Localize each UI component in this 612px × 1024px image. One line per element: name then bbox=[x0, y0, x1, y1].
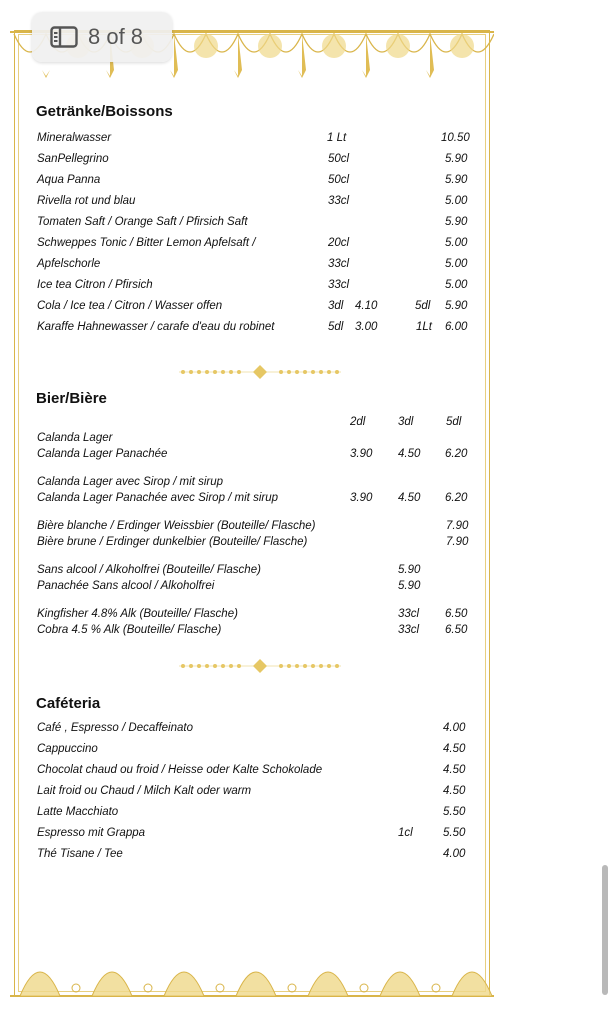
item-name: Thé Tisane / Tee bbox=[37, 848, 123, 860]
item-name: Schweppes Tonic / Bitter Lemon Apfelsaft / bbox=[37, 237, 256, 249]
item-size: 1cl bbox=[398, 827, 413, 839]
item-name: Karaffe Hahnewasser / carafe d'eau du robinet bbox=[37, 321, 275, 333]
column-header: 2dl bbox=[350, 416, 366, 428]
item-price: 5.00 bbox=[445, 195, 468, 207]
item-price: 4.50 bbox=[443, 785, 466, 797]
vertical-scrollbar[interactable] bbox=[602, 865, 608, 995]
item-name: Chocolat chaud ou froid / Heisse oder Kalte Schokolade bbox=[37, 764, 323, 776]
item-price: 3.00 bbox=[355, 321, 378, 333]
item-name: Kingfisher 4.8% Alk (Bouteille/ Flasche) bbox=[37, 608, 238, 620]
item-price: 6.50 bbox=[445, 608, 468, 620]
list-item bbox=[37, 607, 468, 621]
item-size: 20cl bbox=[328, 237, 350, 249]
item-size: 50cl bbox=[328, 174, 350, 186]
item-price: 5.90 bbox=[398, 580, 421, 592]
column-header: 5dl bbox=[446, 416, 462, 428]
item-price: 5.00 bbox=[445, 237, 468, 249]
item-price: 5.00 bbox=[445, 279, 468, 291]
item-name: Calanda Lager Panachée bbox=[37, 448, 168, 460]
item-name: Cappuccino bbox=[37, 743, 98, 755]
item-price: 3.90 bbox=[350, 448, 373, 460]
item-name: Mineralwasser bbox=[37, 132, 112, 144]
item-name: Calanda Lager Panachée avec Sirop / mit sirup bbox=[37, 492, 279, 504]
list-item bbox=[37, 563, 421, 577]
item-name: Café , Espresso / Decaffeinato bbox=[37, 722, 193, 734]
item-name: Latte Macchiato bbox=[37, 806, 119, 818]
list-item bbox=[37, 194, 468, 208]
item-size: 5dl bbox=[415, 300, 431, 312]
item-price: 4.00 bbox=[443, 848, 466, 860]
list-item bbox=[37, 519, 469, 533]
item-price: 5.00 bbox=[445, 258, 468, 270]
item-name: Calanda Lager avec Sirop / mit sirup bbox=[37, 476, 224, 488]
list-item bbox=[37, 826, 466, 840]
list-item bbox=[37, 236, 468, 250]
list-item bbox=[37, 742, 466, 756]
section-title-beer: Bier/Bière bbox=[36, 390, 107, 407]
section-title-drinks: Getränke/Boissons bbox=[36, 103, 173, 120]
list-item bbox=[37, 131, 470, 145]
page-count-label: 8 of 8 bbox=[88, 24, 144, 49]
item-price: 4.00 bbox=[443, 722, 466, 734]
item-name: Bière brune / Erdinger dunkelbier (Bouteille/ Flasche) bbox=[37, 536, 308, 548]
list-item bbox=[37, 721, 466, 735]
item-price: 4.50 bbox=[443, 764, 466, 776]
item-price: 7.90 bbox=[446, 536, 469, 548]
list-item bbox=[37, 475, 223, 489]
list-item bbox=[37, 447, 468, 461]
item-price: 5.90 bbox=[398, 564, 421, 576]
item-name: Bière blanche / Erdinger Weissbier (Bouteille/ Flasche) bbox=[37, 520, 316, 532]
item-price: 5.90 bbox=[445, 153, 468, 165]
item-price: 4.50 bbox=[398, 492, 421, 504]
list-item bbox=[37, 579, 421, 593]
item-size: 33cl bbox=[328, 195, 350, 207]
item-price: 6.20 bbox=[445, 492, 468, 504]
item-price: 5.50 bbox=[443, 806, 466, 818]
item-size: 1 Lt bbox=[327, 132, 347, 144]
list-item bbox=[37, 173, 468, 187]
item-price: 5.90 bbox=[445, 216, 468, 228]
list-item bbox=[37, 535, 469, 549]
section-title-cafe: Caféteria bbox=[36, 695, 101, 712]
item-name: Panachée Sans alcool / Alkoholfrei bbox=[37, 580, 215, 592]
list-item bbox=[37, 805, 466, 819]
item-size: 33cl bbox=[398, 608, 420, 620]
sidebar-icon bbox=[50, 26, 78, 48]
item-name: Tomaten Saft / Orange Saft / Pfirsich Saft bbox=[37, 216, 248, 228]
list-item bbox=[37, 257, 468, 271]
item-name: SanPellegrino bbox=[37, 153, 109, 165]
item-name: Calanda Lager bbox=[37, 432, 113, 444]
bottom-ornament bbox=[10, 940, 494, 1000]
list-item bbox=[37, 278, 468, 292]
ornament-divider bbox=[175, 365, 345, 379]
item-name: Aqua Panna bbox=[37, 174, 101, 186]
list-item bbox=[37, 491, 468, 505]
item-name: Espresso mit Grappa bbox=[37, 827, 146, 839]
item-price: 4.50 bbox=[398, 448, 421, 460]
item-price: 6.50 bbox=[445, 624, 468, 636]
list-item bbox=[37, 784, 466, 798]
item-price: 6.20 bbox=[445, 448, 468, 460]
item-size: 1Lt bbox=[416, 321, 432, 333]
list-item bbox=[37, 623, 468, 637]
item-price: 5.90 bbox=[445, 174, 468, 186]
list-item bbox=[37, 299, 468, 313]
item-size: 50cl bbox=[328, 153, 350, 165]
page-indicator[interactable] bbox=[32, 12, 172, 62]
item-price: 4.50 bbox=[443, 743, 466, 755]
item-name: Apfelschorle bbox=[37, 258, 101, 270]
list-item bbox=[37, 431, 112, 445]
item-price: 10.50 bbox=[441, 132, 470, 144]
item-name: Cobra 4.5 % Alk (Bouteille/ Flasche) bbox=[37, 624, 222, 636]
item-size: 5dl bbox=[328, 321, 344, 333]
item-name: Sans alcool / Alkoholfrei (Bouteille/ Flasche) bbox=[37, 564, 261, 576]
item-price: 7.90 bbox=[446, 520, 469, 532]
item-name: Cola / Ice tea / Citron / Wasser offen bbox=[37, 300, 223, 312]
item-price: 5.50 bbox=[443, 827, 466, 839]
item-price: 3.90 bbox=[350, 492, 373, 504]
list-item bbox=[37, 763, 466, 777]
list-item bbox=[37, 847, 466, 861]
item-price: 5.90 bbox=[445, 300, 468, 312]
item-price: 4.10 bbox=[355, 300, 378, 312]
item-name: Ice tea Citron / Pfirsich bbox=[37, 279, 153, 291]
item-price: 6.00 bbox=[445, 321, 468, 333]
item-name: Rivella rot und blau bbox=[37, 195, 136, 207]
list-item bbox=[37, 320, 468, 334]
list-item bbox=[37, 152, 468, 166]
item-size: 33cl bbox=[328, 258, 350, 270]
column-header: 3dl bbox=[398, 416, 414, 428]
item-size: 3dl bbox=[328, 300, 344, 312]
item-size: 33cl bbox=[398, 624, 420, 636]
item-name: Lait froid ou Chaud / Milch Kalt oder warm bbox=[37, 785, 252, 797]
item-size: 33cl bbox=[328, 279, 350, 291]
ornament-divider bbox=[175, 659, 345, 673]
list-item bbox=[37, 215, 468, 229]
